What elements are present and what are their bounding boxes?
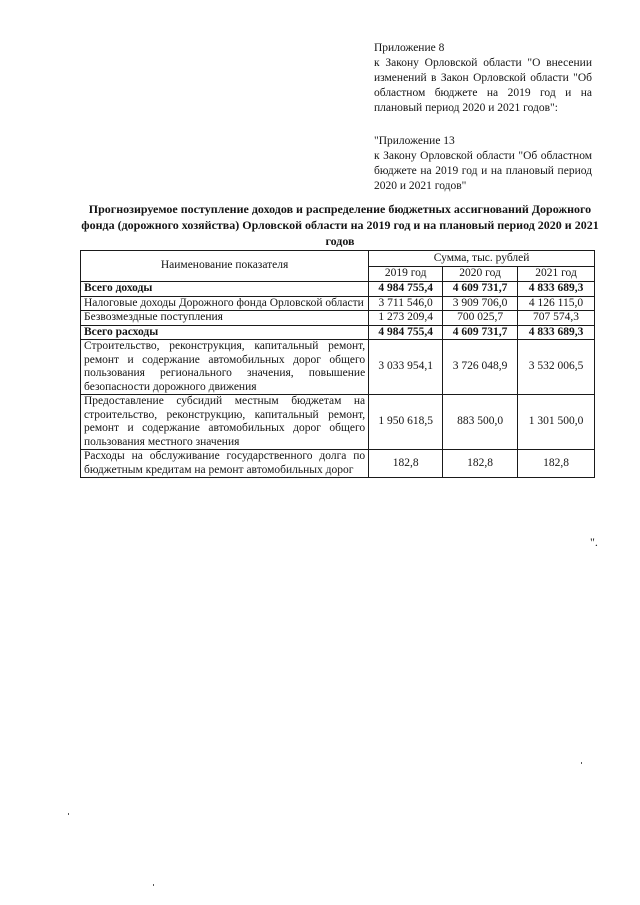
appendix-8-heading: Приложение 8 [374, 42, 445, 54]
scan-speck [153, 884, 154, 886]
header-year-2019: 2019 год [369, 266, 443, 282]
table-row-total-expenses [81, 325, 595, 340]
scan-speck [581, 762, 582, 764]
value-2019: 182,8 [369, 450, 443, 478]
document-title: Прогнозируемое поступление доходов и распределение бюджетных ассигнований Дорожного фонда (дорожного хозяйства) Орловской области на 2019 год и на плановый период 2020 и 2021 годов [81, 202, 599, 248]
value-2020: 3 726 048,9 [443, 340, 518, 395]
value-2020: 182,8 [443, 450, 518, 478]
value-2019: 4 984 755,4 [369, 282, 443, 297]
value-2019: 1 950 618,5 [369, 395, 443, 450]
row-name: Всего доходы [81, 282, 369, 297]
row-name: Налоговые доходы Дорожного фонда Орловской области [81, 296, 369, 311]
table-row-regional-roads [81, 340, 595, 395]
value-2021: 4 833 689,3 [518, 325, 595, 340]
row-name: Строительство, реконструкция, капитальный ремонт, ремонт и содержание автомобильных дорог общего пользования регионального значения, повышение безопасности дорожного движения [81, 340, 369, 395]
scan-speck [68, 813, 69, 815]
value-2019: 4 984 755,4 [369, 325, 443, 340]
appendix-13-heading: "Приложение 13 [374, 135, 455, 147]
value-2019: 3 711 546,0 [369, 296, 443, 311]
value-2020: 4 609 731,7 [443, 325, 518, 340]
table-row-debt-service [81, 450, 595, 478]
row-name: Расходы на обслуживание государственного долга по бюджетным кредитам на ремонт автомобильных дорог [81, 450, 369, 478]
table-row-tax-income [81, 296, 595, 311]
value-2021: 4 833 689,3 [518, 282, 595, 297]
budget-table [80, 250, 595, 478]
appendix-13-text: к Закону Орловской области "Об областном бюджете на 2019 год и на плановый период 2020 и 2021 годов" [374, 150, 592, 192]
row-name: Безвозмездные поступления [81, 311, 369, 326]
table-row-total-income [81, 282, 595, 297]
row-name: Всего расходы [81, 325, 369, 340]
closing-quote-mark: ". [590, 535, 598, 549]
row-name: Предоставление субсидий местным бюджетам на строительство, реконструкцию, капитальный ремонт, ремонт и содержание автомобильных дорог общего пользования местного значения [81, 395, 369, 450]
header-year-2020: 2020 год [443, 266, 518, 282]
value-2021: 4 126 115,0 [518, 296, 595, 311]
appendix-8-text: к Закону Орловской области "О внесении изменений в Закон Орловской области "Об областном бюджете на 2019 год и на плановый период 2020 и 2021 годов": [374, 57, 592, 114]
value-2021: 3 532 006,5 [518, 340, 595, 395]
table-row-local-subsidies [81, 395, 595, 450]
value-2020: 3 909 706,0 [443, 296, 518, 311]
header-year-2021: 2021 год [518, 266, 595, 282]
value-2021: 707 574,3 [518, 311, 595, 326]
value-2020: 4 609 731,7 [443, 282, 518, 297]
appendix-13-note [374, 134, 592, 194]
appendix-8-note [374, 41, 592, 116]
value-2019: 1 273 209,4 [369, 311, 443, 326]
value-2020: 700 025,7 [443, 311, 518, 326]
header-sum: Сумма, тыс. рублей [369, 251, 595, 267]
value-2019: 3 033 954,1 [369, 340, 443, 395]
table-row-grants [81, 311, 595, 326]
value-2020: 883 500,0 [443, 395, 518, 450]
header-indicator-name: Наименование показателя [81, 251, 369, 282]
value-2021: 1 301 500,0 [518, 395, 595, 450]
value-2021: 182,8 [518, 450, 595, 478]
